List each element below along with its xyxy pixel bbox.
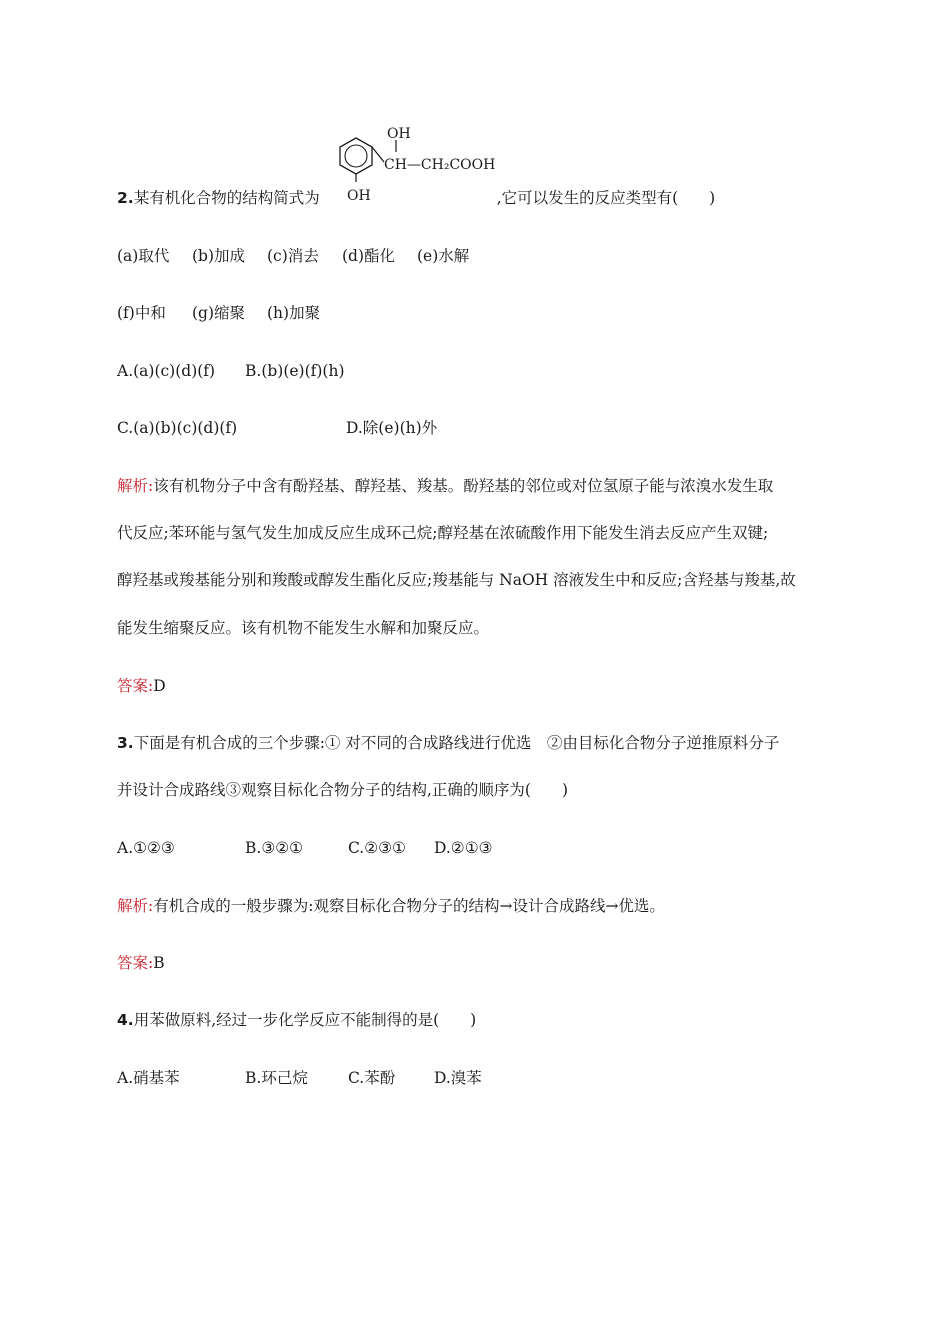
ring-to-ch-bond — [372, 147, 384, 162]
q3-stem-line2: 并设计合成路线③观察目标化合物分子的结构,正确的顺序为( ) — [117, 781, 569, 799]
q2-stem-before: 某有机化合物的结构简式为 — [133, 189, 320, 207]
q2-answer — [117, 675, 166, 697]
q4-option-b: B.环己烷 — [245, 1069, 308, 1087]
q2-analysis-line4: 能发生缩聚反应。该有机物不能发生水解和加聚反应。 — [117, 619, 490, 637]
chain-label: CH—CH₂COOH — [384, 157, 496, 173]
q4-number: 4. — [117, 1011, 134, 1029]
q3-answer-value: B — [153, 954, 165, 972]
reaction-g: (g)缩聚 — [192, 304, 246, 322]
q4-option-d: D.溴苯 — [434, 1069, 482, 1087]
q2-analysis-line3: 醇羟基或羧基能分别和羧酸或醇发生酯化反应;羧基能与 NaOH 溶液发生中和反应;含羟基与羧基,故 — [117, 571, 796, 589]
q4-stem — [117, 1009, 476, 1031]
q3-stem-text-1: 下面是有机合成的三个步骤:① 对不同的合成路线进行优选 ②由目标化合物分子逆推原料分子 — [133, 734, 780, 752]
q2-options-cd — [117, 417, 437, 439]
q3-analysis — [117, 895, 665, 917]
reaction-c: (c)消去 — [267, 247, 319, 265]
q2-answer-label: 答案: — [117, 677, 154, 695]
q3-number: 3. — [117, 734, 134, 752]
q2-options-ab — [117, 360, 345, 382]
q3-analysis-text: 有机合成的一般步骤为:观察目标化合物分子的结构→设计合成路线→优选。 — [153, 897, 665, 915]
oh-bottom-label: OH — [347, 188, 371, 204]
q3-option-d: D.②①③ — [434, 839, 493, 857]
reaction-h: (h)加聚 — [267, 304, 321, 322]
reaction-d: (d)酯化 — [342, 247, 396, 265]
reaction-f: (f)中和 — [117, 304, 166, 322]
q3-option-a: A.①②③ — [117, 839, 175, 857]
q2-analysis-line1 — [117, 475, 773, 497]
reaction-e: (e)水解 — [417, 247, 470, 265]
q3-option-b: B.③②① — [245, 839, 304, 857]
q2-option-b: B.(b)(e)(f)(h) — [245, 362, 345, 380]
q3-options — [117, 837, 493, 859]
q4-option-a: A.硝基苯 — [117, 1069, 180, 1087]
q2-number: 2. — [117, 189, 134, 207]
q2-option-c: C.(a)(b)(c)(d)(f) — [117, 419, 238, 437]
q3-analysis-label: 解析: — [117, 897, 154, 915]
oh-top-label: OH — [387, 126, 411, 142]
q2-stem-after: ,它可以发生的反应类型有( ) — [496, 189, 716, 207]
q2-option-a: A.(a)(c)(d)(f) — [117, 362, 216, 380]
q3-option-c: C.②③① — [348, 839, 406, 857]
q4-stem-text: 用苯做原料,经过一步化学反应不能制得的是( ) — [133, 1011, 477, 1029]
q4-options — [117, 1067, 482, 1089]
q4-option-c: C.苯酚 — [348, 1069, 396, 1087]
q2-answer-value: D — [153, 677, 166, 695]
q2-stem — [117, 187, 715, 209]
q2-analysis-line2: 代反应;苯环能与氢气发生加成反应生成环己烷;醇羟基在浓硫酸作用下能发生消去反应产生双键; — [117, 524, 769, 542]
reaction-b: (b)加成 — [192, 247, 246, 265]
reaction-a: (a)取代 — [117, 247, 170, 265]
q2-reactions-line1 — [117, 245, 469, 267]
q2-reactions-line2 — [117, 302, 320, 324]
q3-stem-line1 — [117, 732, 779, 754]
benzene-inner-circle — [345, 145, 367, 167]
q2-option-d: D.除(e)(h)外 — [346, 419, 438, 437]
q3-answer — [117, 952, 165, 974]
q2-analysis-text-1: 该有机物分子中含有酚羟基、醇羟基、羧基。酚羟基的邻位或对位氢原子能与浓溴水发生取 — [153, 477, 774, 495]
q3-answer-label: 答案: — [117, 954, 154, 972]
q2-analysis-label: 解析: — [117, 477, 154, 495]
